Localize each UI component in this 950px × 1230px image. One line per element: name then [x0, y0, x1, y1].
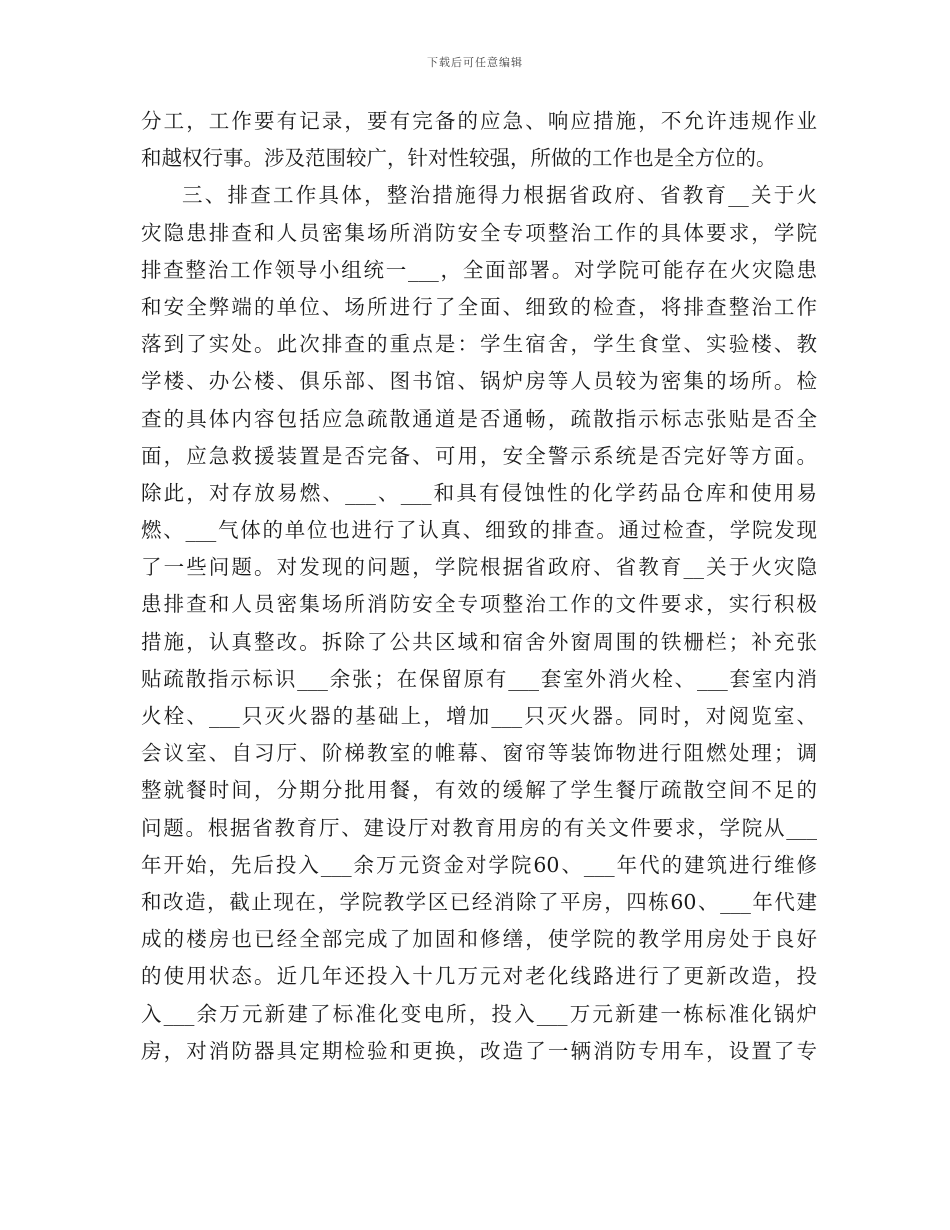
- text-line: 入___余万元新建了标准化变电所，投入___万元新建一栋标准化锅炉: [141, 1001, 817, 1026]
- text-line: 排查整治工作领导小组统一___，全面部署。对学院可能存在火灾隐患: [141, 257, 817, 282]
- text-line: 燃、___气体的单位也进行了认真、细致的排查。通过检查，学院发现: [141, 518, 817, 543]
- text-line: 会议室、自习厅、阶梯教室的帷幕、窗帘等装饰物进行阻燃处理；调: [141, 741, 817, 766]
- document-body: [141, 103, 817, 1070]
- page-header-note: 下载后可任意编辑: [427, 56, 523, 69]
- text-line: 和越权行事。涉及范围较广，针对性较强，所做的工作也是全方位的。: [141, 146, 777, 171]
- text-line: 整就餐时间，分期分批用餐，有效的缓解了学生餐厅疏散空间不足的: [141, 778, 817, 803]
- text-line: 除此，对存放易燃、___、___和具有侵蚀性的化学药品仓库和使用易: [141, 480, 817, 505]
- text-line: 火栓、___只灭火器的基础上，增加___只灭火器。同时，对阅览室、: [141, 704, 817, 728]
- text-line: 学楼、办公楼、俱乐部、图书馆、锅炉房等人员较为密集的场所。检: [141, 369, 817, 394]
- text-line: 患排查和人员密集场所消防安全专项整治工作的文件要求，实行积极: [141, 592, 817, 617]
- text-line: 查的具体内容包括应急疏散通道是否通畅，疏散指示标志张贴是否全: [141, 406, 817, 431]
- text-line: 问题。根据省教育厅、建设厅对教育用房的有关文件要求，学院从___: [141, 815, 817, 840]
- text-line: 落到了实处。此次排查的重点是：学生宿舍，学生食堂、实验楼、教: [141, 332, 817, 357]
- text-line: 措施，认真整改。拆除了公共区域和宿舍外窗周围的铁栅栏；补充张: [141, 629, 817, 654]
- text-line: 灾隐患排查和人员密集场所消防安全专项整治工作的具体要求，学院: [141, 220, 817, 245]
- text-line: 年开始，先后投入___余万元资金对学院60、___年代的建筑进行维修: [141, 852, 817, 877]
- text-line: 面，应急救援装置是否完备、可用，安全警示系统是否完好等方面。: [141, 443, 817, 468]
- text-line: 房，对消防器具定期检验和更换，改造了一辆消防专用车，设置了专: [141, 1038, 817, 1063]
- text-line: 成的楼房也已经全部完成了加固和修缮，使学院的教学用房处于良好: [141, 927, 817, 952]
- text-line: 贴疏散指示标识___余张；在保留原有___套室外消火栓、___套室内消: [141, 666, 817, 691]
- text-line: 分工，工作要有记录，要有完备的应急、响应措施，不允许违规作业: [141, 109, 817, 133]
- text-line: 的使用状态。近几年还投入十几万元对老化线路进行了更新改造，投: [141, 964, 817, 989]
- text-line: 了一些问题。对发现的问题，学院根据省政府、省教育__关于火灾隐: [141, 555, 817, 580]
- text-line: 和安全弊端的单位、场所进行了全面、细致的检查，将排查整治工作: [141, 294, 817, 319]
- text-line: 和改造，截止现在，学院教学区已经消除了平房，四栋60、___年代建: [141, 889, 817, 914]
- text-line: 三、排查工作具体，整治措施得力根据省政府、省教育__关于火: [182, 183, 817, 208]
